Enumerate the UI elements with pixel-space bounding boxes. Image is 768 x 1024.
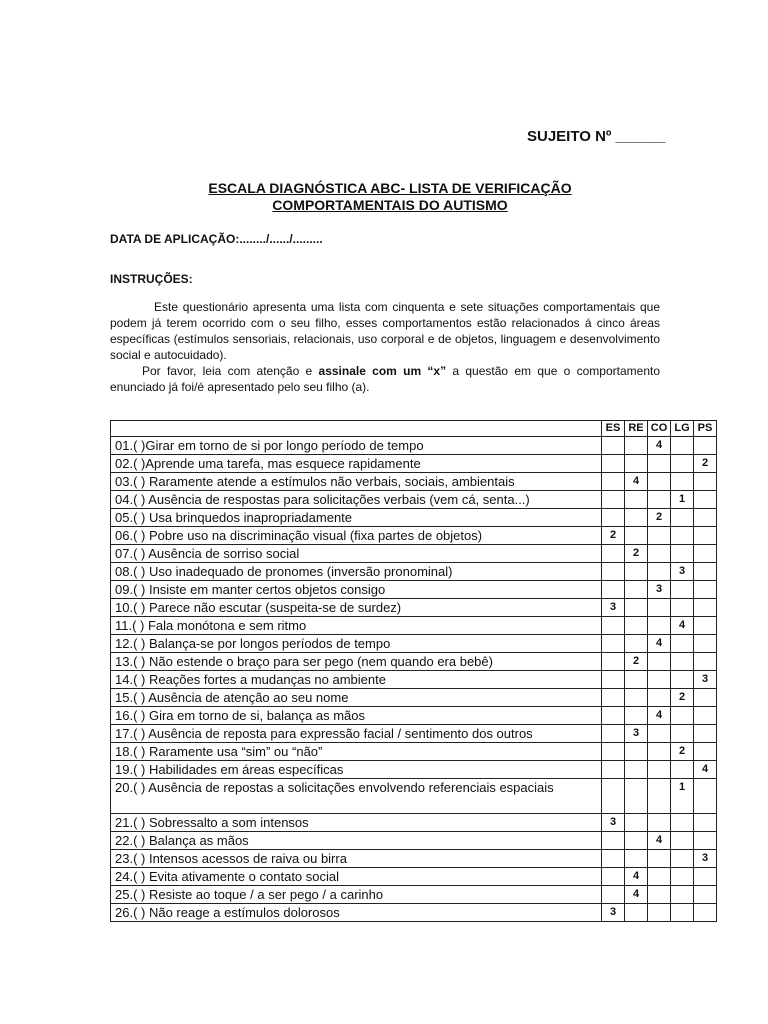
score-cell-co (648, 455, 671, 473)
score-cell-es (602, 635, 625, 653)
column-header-co: CO (648, 421, 671, 437)
score-cell-lg (671, 653, 694, 671)
table-header-blank (111, 421, 602, 437)
score-cell-lg (671, 886, 694, 904)
table-row (111, 904, 717, 922)
score-cell-co (648, 689, 671, 707)
score-cell-es (602, 509, 625, 527)
checklist-item-text[interactable]: 08.( ) Uso inadequado de pronomes (inversão pronominal) (111, 563, 602, 581)
table-row (111, 545, 717, 563)
score-cell-ps (694, 581, 717, 599)
score-cell-lg (671, 868, 694, 886)
score-cell-re: 4 (625, 868, 648, 886)
table-row (111, 635, 717, 653)
score-cell-re (625, 689, 648, 707)
score-cell-re (625, 599, 648, 617)
table-row (111, 581, 717, 599)
score-cell-ps (694, 491, 717, 509)
score-cell-re (625, 904, 648, 922)
score-cell-re: 4 (625, 473, 648, 491)
score-cell-es (602, 725, 625, 743)
score-cell-co (648, 779, 671, 814)
score-cell-es (602, 850, 625, 868)
score-cell-co: 2 (648, 509, 671, 527)
checklist-item-text[interactable]: 09.( ) Insiste em manter certos objetos consigo (111, 581, 602, 599)
score-cell-lg: 2 (671, 689, 694, 707)
score-cell-co (648, 491, 671, 509)
table-row (111, 599, 717, 617)
score-cell-lg (671, 527, 694, 545)
score-cell-re (625, 581, 648, 599)
score-cell-lg (671, 545, 694, 563)
instructions-paragraph-1 (110, 299, 660, 363)
table-row (111, 868, 717, 886)
score-cell-co (648, 545, 671, 563)
checklist-item-text[interactable]: 25.( ) Resiste ao toque / a ser pego / a carinho (111, 886, 602, 904)
instructions-heading: INSTRUÇÕES: (110, 272, 193, 286)
score-cell-es (602, 545, 625, 563)
table-row (111, 779, 717, 814)
checklist-item-text[interactable]: 17.( ) Ausência de reposta para expressão facial / sentimento dos outros (111, 725, 602, 743)
score-cell-ps (694, 563, 717, 581)
score-cell-re (625, 509, 648, 527)
score-cell-lg (671, 635, 694, 653)
score-cell-co (648, 617, 671, 635)
score-cell-lg (671, 455, 694, 473)
score-cell-ps (694, 707, 717, 725)
checklist-item-text[interactable]: 15.( ) Ausência de atenção ao seu nome (111, 689, 602, 707)
column-header-lg: LG (671, 421, 694, 437)
score-cell-ps (694, 689, 717, 707)
score-cell-ps (694, 886, 717, 904)
score-cell-ps (694, 527, 717, 545)
score-cell-ps (694, 545, 717, 563)
score-cell-co (648, 473, 671, 491)
application-date-label: DATA DE APLICAÇÃO:......../....../......... (110, 232, 323, 246)
checklist-item-text[interactable]: 20.( ) Ausência de repostas a solicitações envolvendo referenciais espaciais (111, 779, 602, 814)
table-row (111, 473, 717, 491)
score-cell-es (602, 671, 625, 689)
checklist-item-text[interactable]: 06.( ) Pobre uso na discriminação visual (fixa partes de objetos) (111, 527, 602, 545)
checklist-item-text[interactable]: 02.( )Aprende uma tarefa, mas esquece rapidamente (111, 455, 602, 473)
score-cell-lg (671, 707, 694, 725)
score-cell-es (602, 491, 625, 509)
table-row (111, 689, 717, 707)
score-cell-es (602, 707, 625, 725)
score-cell-ps: 4 (694, 761, 717, 779)
instructions-paragraph-1-text: Este questionário apresenta uma lista com cinquenta e sete situações comportamentais que podem já terem ocorrido com o seu filho, esses comportamentos estão relacionados á cinco áreas específicas (estímulos sensoriais, relacionais, uso corporal e de objetos, linguagem e desenvolvimento social e autocuidado). (110, 300, 660, 362)
score-cell-co: 4 (648, 832, 671, 850)
table-row (111, 491, 717, 509)
checklist-item-text[interactable]: 24.( ) Evita ativamente o contato social (111, 868, 602, 886)
score-cell-es (602, 689, 625, 707)
score-cell-re (625, 779, 648, 814)
score-cell-lg: 3 (671, 563, 694, 581)
score-cell-co (648, 563, 671, 581)
score-cell-ps (694, 725, 717, 743)
checklist-item-text[interactable]: 18.( ) Raramente usa “sim” ou “não” (111, 743, 602, 761)
table-row (111, 814, 717, 832)
score-cell-re (625, 527, 648, 545)
score-cell-ps: 2 (694, 455, 717, 473)
score-cell-co (648, 814, 671, 832)
score-cell-co (648, 904, 671, 922)
table-row (111, 725, 717, 743)
instructions-paragraph-2 (110, 363, 660, 395)
table-row (111, 743, 717, 761)
score-cell-lg: 2 (671, 743, 694, 761)
checklist-item-text[interactable]: 21.( ) Sobressalto a som intensos (111, 814, 602, 832)
score-cell-lg (671, 671, 694, 689)
score-cell-es (602, 437, 625, 455)
score-cell-ps (694, 868, 717, 886)
instructions-paragraph-2-post: a questão em que o comportamento enunciado já foi/é apresentado pelo seu filho (a). (110, 364, 661, 394)
score-cell-co: 3 (648, 581, 671, 599)
score-cell-lg: 4 (671, 617, 694, 635)
score-cell-es (602, 617, 625, 635)
score-cell-re: 2 (625, 545, 648, 563)
table-row (111, 707, 717, 725)
checklist-item-text[interactable]: 16.( ) Gira em torno de si, balança as mãos (111, 707, 602, 725)
score-cell-lg (671, 850, 694, 868)
score-cell-es (602, 653, 625, 671)
score-cell-re: 2 (625, 653, 648, 671)
instructions-paragraph-2-bold: assinale com um “x” (318, 364, 447, 378)
score-cell-re (625, 455, 648, 473)
score-cell-es: 3 (602, 599, 625, 617)
score-cell-lg (671, 904, 694, 922)
score-cell-lg (671, 725, 694, 743)
score-cell-ps (694, 904, 717, 922)
document-title-line-2: COMPORTAMENTAIS DO AUTISMO (272, 197, 508, 213)
subject-number-label: SUJEITO Nº ______ (527, 128, 666, 145)
table-row (111, 617, 717, 635)
score-cell-ps (694, 814, 717, 832)
column-header-ps: PS (694, 421, 717, 437)
score-cell-ps (694, 473, 717, 491)
table-row (111, 527, 717, 545)
score-cell-lg (671, 509, 694, 527)
instructions-paragraph-2-pre: Por favor, leia com atenção e (142, 364, 319, 378)
score-cell-lg (671, 832, 694, 850)
score-cell-co (648, 850, 671, 868)
checklist-item-text[interactable]: 11.( ) Fala monótona e sem ritmo (111, 617, 602, 635)
table-row (111, 886, 717, 904)
checklist-item-text[interactable]: 14.( ) Reações fortes a mudanças no ambiente (111, 671, 602, 689)
score-cell-ps (694, 653, 717, 671)
score-cell-re (625, 743, 648, 761)
score-cell-es: 3 (602, 814, 625, 832)
score-cell-lg (671, 581, 694, 599)
score-cell-re (625, 671, 648, 689)
score-cell-ps (694, 779, 717, 814)
column-header-es: ES (602, 421, 625, 437)
table-row (111, 509, 717, 527)
score-cell-lg (671, 473, 694, 491)
score-cell-lg (671, 599, 694, 617)
checklist-item-text[interactable]: 26.( ) Não reage a estímulos dolorosos (111, 904, 602, 922)
score-cell-co (648, 725, 671, 743)
score-cell-lg: 1 (671, 491, 694, 509)
score-cell-es (602, 743, 625, 761)
table-row (111, 761, 717, 779)
score-cell-co (648, 599, 671, 617)
score-cell-re (625, 617, 648, 635)
score-cell-re (625, 491, 648, 509)
checklist-item-text[interactable]: 19.( ) Habilidades em áreas específicas (111, 761, 602, 779)
score-cell-re: 4 (625, 886, 648, 904)
score-cell-re (625, 635, 648, 653)
score-cell-re (625, 563, 648, 581)
score-cell-ps (694, 617, 717, 635)
score-cell-es: 3 (602, 904, 625, 922)
table-header-row (111, 421, 717, 437)
score-cell-co (648, 743, 671, 761)
checklist-item-text[interactable]: 03.( ) Raramente atende a estímulos não verbais, sociais, ambientais (111, 473, 602, 491)
score-cell-es (602, 761, 625, 779)
score-cell-es (602, 868, 625, 886)
checklist-item-text[interactable]: 12.( ) Balança-se por longos períodos de tempo (111, 635, 602, 653)
score-cell-es (602, 473, 625, 491)
score-cell-lg (671, 814, 694, 832)
checklist-item-text[interactable]: 22.( ) Balança as mãos (111, 832, 602, 850)
behavior-checklist-table (110, 420, 717, 922)
checklist-item-text[interactable]: 01.( )Girar em torno de si por longo período de tempo (111, 437, 602, 455)
checklist-item-text[interactable]: 10.( ) Parece não escutar (suspeita-se de surdez) (111, 599, 602, 617)
score-cell-re (625, 437, 648, 455)
checklist-item-text[interactable]: 13.( ) Não estende o braço para ser pego (nem quando era bebê) (111, 653, 602, 671)
table-row (111, 455, 717, 473)
table-row (111, 563, 717, 581)
score-cell-re (625, 814, 648, 832)
score-cell-es: 2 (602, 527, 625, 545)
score-cell-co (648, 886, 671, 904)
table-row (111, 850, 717, 868)
score-cell-lg (671, 437, 694, 455)
score-cell-re (625, 761, 648, 779)
score-cell-ps (694, 743, 717, 761)
column-header-re: RE (625, 421, 648, 437)
score-cell-ps (694, 599, 717, 617)
score-cell-re (625, 850, 648, 868)
table-row (111, 437, 717, 455)
table-row (111, 671, 717, 689)
score-cell-ps (694, 635, 717, 653)
score-cell-es (602, 581, 625, 599)
score-cell-co (648, 527, 671, 545)
checklist-item-text[interactable]: 04.( ) Ausência de respostas para solicitações verbais (vem cá, senta...) (111, 491, 602, 509)
score-cell-es (602, 779, 625, 814)
score-cell-es (602, 886, 625, 904)
score-cell-co (648, 653, 671, 671)
score-cell-re (625, 832, 648, 850)
checklist-item-text[interactable]: 23.( ) Intensos acessos de raiva ou birra (111, 850, 602, 868)
score-cell-co (648, 761, 671, 779)
score-cell-es (602, 563, 625, 581)
score-cell-es (602, 455, 625, 473)
score-cell-ps (694, 832, 717, 850)
score-cell-re (625, 707, 648, 725)
score-cell-co (648, 868, 671, 886)
score-cell-re: 3 (625, 725, 648, 743)
score-cell-co: 4 (648, 635, 671, 653)
score-cell-co: 4 (648, 437, 671, 455)
score-cell-ps (694, 437, 717, 455)
checklist-item-text[interactable]: 07.( ) Ausência de sorriso social (111, 545, 602, 563)
score-cell-ps (694, 509, 717, 527)
score-cell-ps: 3 (694, 671, 717, 689)
score-cell-co: 4 (648, 707, 671, 725)
score-cell-ps: 3 (694, 850, 717, 868)
checklist-item-text[interactable]: 05.( ) Usa brinquedos inapropriadamente (111, 509, 602, 527)
score-cell-lg (671, 761, 694, 779)
table-row (111, 832, 717, 850)
score-cell-co (648, 671, 671, 689)
table-row (111, 653, 717, 671)
score-cell-lg: 1 (671, 779, 694, 814)
document-title-line-1: ESCALA DIAGNÓSTICA ABC- LISTA DE VERIFICAÇÃO (208, 180, 572, 196)
score-cell-es (602, 832, 625, 850)
